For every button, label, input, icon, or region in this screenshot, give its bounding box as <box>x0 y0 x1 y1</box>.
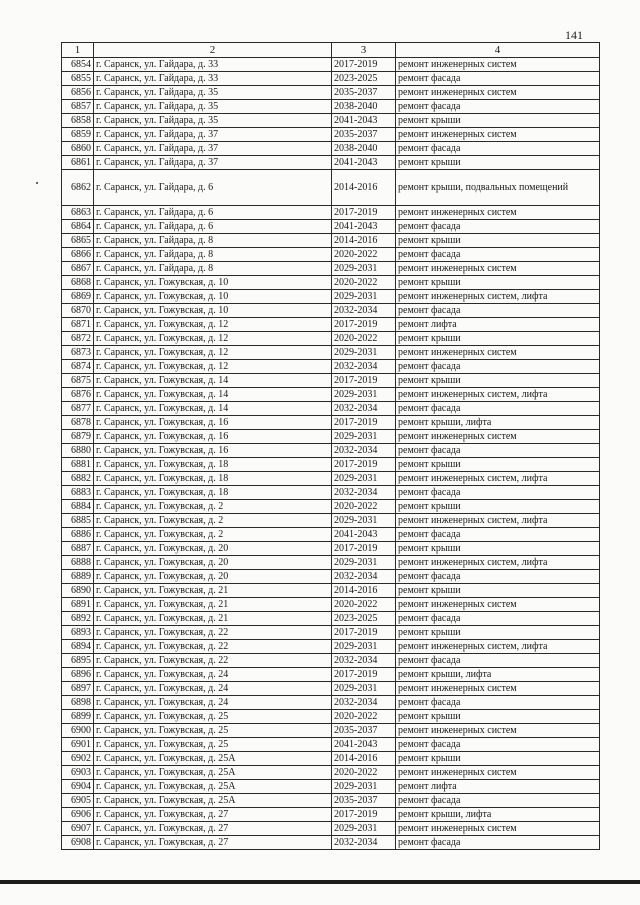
row-number: 6874 <box>62 360 94 374</box>
table-row <box>62 86 600 100</box>
table-row <box>62 346 600 360</box>
address: г. Саранск, ул. Гайдара, д. 8 <box>94 262 332 276</box>
table-row <box>62 640 600 654</box>
work-type: ремонт лифта <box>396 780 600 794</box>
address: г. Саранск, ул. Гожувская, д. 25А <box>94 780 332 794</box>
period: 2023-2025 <box>332 72 396 86</box>
table-row <box>62 430 600 444</box>
address: г. Саранск, ул. Гожувская, д. 24 <box>94 682 332 696</box>
period: 2029-2031 <box>332 430 396 444</box>
row-number: 6879 <box>62 430 94 444</box>
work-type: ремонт фасада <box>396 100 600 114</box>
work-type: ремонт крыши <box>396 234 600 248</box>
table-row <box>62 528 600 542</box>
period: 2020-2022 <box>332 500 396 514</box>
work-type: ремонт инженерных систем, лифта <box>396 514 600 528</box>
row-number: 6888 <box>62 556 94 570</box>
row-number: 6871 <box>62 318 94 332</box>
table-row <box>62 142 600 156</box>
work-type: ремонт инженерных систем <box>396 128 600 142</box>
table-row <box>62 766 600 780</box>
address: г. Саранск, ул. Гожувская, д. 21 <box>94 584 332 598</box>
period: 2017-2019 <box>332 542 396 556</box>
table-row <box>62 808 600 822</box>
work-type: ремонт лифта <box>396 318 600 332</box>
period: 2038-2040 <box>332 100 396 114</box>
period: 2017-2019 <box>332 458 396 472</box>
period: 2032-2034 <box>332 570 396 584</box>
work-type: ремонт фасада <box>396 794 600 808</box>
period: 2017-2019 <box>332 668 396 682</box>
address: г. Саранск, ул. Гайдара, д. 6 <box>94 220 332 234</box>
row-number: 6892 <box>62 612 94 626</box>
address: г. Саранск, ул. Гайдара, д. 37 <box>94 128 332 142</box>
work-type: ремонт инженерных систем <box>396 346 600 360</box>
table-row <box>62 206 600 220</box>
row-number: 6856 <box>62 86 94 100</box>
address: г. Саранск, ул. Гожувская, д. 16 <box>94 444 332 458</box>
address: г. Саранск, ул. Гожувская, д. 2 <box>94 528 332 542</box>
table-row <box>62 360 600 374</box>
period: 2032-2034 <box>332 836 396 850</box>
row-number: 6903 <box>62 766 94 780</box>
row-number: 6880 <box>62 444 94 458</box>
table-row <box>62 794 600 808</box>
work-type: ремонт инженерных систем <box>396 86 600 100</box>
row-number: 6854 <box>62 58 94 72</box>
address: г. Саранск, ул. Гожувская, д. 21 <box>94 612 332 626</box>
table-row <box>62 248 600 262</box>
work-type: ремонт инженерных систем <box>396 598 600 612</box>
address: г. Саранск, ул. Гожувская, д. 22 <box>94 640 332 654</box>
row-number: 6899 <box>62 710 94 724</box>
address: г. Саранск, ул. Гожувская, д. 14 <box>94 374 332 388</box>
address: г. Саранск, ул. Гожувская, д. 10 <box>94 290 332 304</box>
address: г. Саранск, ул. Гожувская, д. 25А <box>94 752 332 766</box>
work-type: ремонт фасада <box>396 654 600 668</box>
row-number: 6858 <box>62 114 94 128</box>
address: г. Саранск, ул. Гайдара, д. 37 <box>94 142 332 156</box>
address: г. Саранск, ул. Гожувская, д. 25А <box>94 766 332 780</box>
period: 2041-2043 <box>332 114 396 128</box>
row-number: 6865 <box>62 234 94 248</box>
period: 2038-2040 <box>332 142 396 156</box>
period: 2020-2022 <box>332 766 396 780</box>
row-number: 6863 <box>62 206 94 220</box>
address: г. Саранск, ул. Гожувская, д. 27 <box>94 808 332 822</box>
period: 2017-2019 <box>332 374 396 388</box>
row-number: 6855 <box>62 72 94 86</box>
address: г. Саранск, ул. Гожувская, д. 12 <box>94 332 332 346</box>
table-row <box>62 156 600 170</box>
row-number: 6875 <box>62 374 94 388</box>
column-number-4: 4 <box>396 43 600 58</box>
work-type: ремонт крыши, лифта <box>396 808 600 822</box>
period: 2032-2034 <box>332 444 396 458</box>
period: 2032-2034 <box>332 402 396 416</box>
work-type: ремонт крыши <box>396 276 600 290</box>
period: 2017-2019 <box>332 206 396 220</box>
address: г. Саранск, ул. Гожувская, д. 20 <box>94 570 332 584</box>
period: 2041-2043 <box>332 528 396 542</box>
table-row <box>62 836 600 850</box>
work-type: ремонт фасада <box>396 248 600 262</box>
address: г. Саранск, ул. Гожувская, д. 16 <box>94 430 332 444</box>
address: г. Саранск, ул. Гожувская, д. 16 <box>94 416 332 430</box>
table-row <box>62 822 600 836</box>
period: 2035-2037 <box>332 794 396 808</box>
work-type: ремонт инженерных систем <box>396 206 600 220</box>
table-row <box>62 542 600 556</box>
period: 2017-2019 <box>332 416 396 430</box>
row-number: 6885 <box>62 514 94 528</box>
work-type: ремонт фасада <box>396 696 600 710</box>
period: 2017-2019 <box>332 626 396 640</box>
row-number: 6900 <box>62 724 94 738</box>
address: г. Саранск, ул. Гожувская, д. 2 <box>94 500 332 514</box>
row-number: 6867 <box>62 262 94 276</box>
period: 2017-2019 <box>332 318 396 332</box>
work-type: ремонт фасада <box>396 360 600 374</box>
address: г. Саранск, ул. Гайдара, д. 33 <box>94 58 332 72</box>
address: г. Саранск, ул. Гожувская, д. 24 <box>94 696 332 710</box>
row-number: 6907 <box>62 822 94 836</box>
work-type: ремонт крыши <box>396 710 600 724</box>
address: г. Саранск, ул. Гожувская, д. 20 <box>94 542 332 556</box>
work-type: ремонт крыши, подвальных помещений <box>396 170 600 206</box>
address: г. Саранск, ул. Гожувская, д. 27 <box>94 836 332 850</box>
period: 2017-2019 <box>332 808 396 822</box>
table-row <box>62 570 600 584</box>
row-number: 6890 <box>62 584 94 598</box>
address: г. Саранск, ул. Гожувская, д. 27 <box>94 822 332 836</box>
row-number: 6861 <box>62 156 94 170</box>
table-row <box>62 374 600 388</box>
row-number: 6872 <box>62 332 94 346</box>
row-number: 6864 <box>62 220 94 234</box>
work-type: ремонт фасада <box>396 570 600 584</box>
period: 2041-2043 <box>332 220 396 234</box>
table-row <box>62 752 600 766</box>
row-number: 6857 <box>62 100 94 114</box>
row-number: 6869 <box>62 290 94 304</box>
table-row <box>62 276 600 290</box>
address: г. Саранск, ул. Гайдара, д. 6 <box>94 206 332 220</box>
address: г. Саранск, ул. Гожувская, д. 22 <box>94 654 332 668</box>
table-row <box>62 500 600 514</box>
row-number: 6904 <box>62 780 94 794</box>
table-row <box>62 332 600 346</box>
row-number: 6876 <box>62 388 94 402</box>
address: г. Саранск, ул. Гожувская, д. 12 <box>94 318 332 332</box>
table-row <box>62 584 600 598</box>
period: 2029-2031 <box>332 290 396 304</box>
period: 2029-2031 <box>332 822 396 836</box>
work-type: ремонт инженерных систем <box>396 724 600 738</box>
work-type: ремонт фасада <box>396 402 600 416</box>
period: 2029-2031 <box>332 640 396 654</box>
work-type: ремонт крыши <box>396 156 600 170</box>
work-type: ремонт фасада <box>396 528 600 542</box>
work-type: ремонт фасада <box>396 612 600 626</box>
work-type: ремонт крыши <box>396 626 600 640</box>
table-row <box>62 654 600 668</box>
work-type: ремонт инженерных систем <box>396 766 600 780</box>
table-row <box>62 514 600 528</box>
table-row <box>62 58 600 72</box>
period: 2029-2031 <box>332 556 396 570</box>
address: г. Саранск, ул. Гожувская, д. 18 <box>94 486 332 500</box>
row-number: 6860 <box>62 142 94 156</box>
table-row <box>62 128 600 142</box>
column-number-1: 1 <box>62 43 94 58</box>
table-row <box>62 262 600 276</box>
row-number: 6862 <box>62 170 94 206</box>
row-number: 6884 <box>62 500 94 514</box>
table-row <box>62 402 600 416</box>
period: 2029-2031 <box>332 514 396 528</box>
period: 2020-2022 <box>332 248 396 262</box>
period: 2020-2022 <box>332 332 396 346</box>
row-number: 6866 <box>62 248 94 262</box>
table-row <box>62 444 600 458</box>
address: г. Саранск, ул. Гайдара, д. 35 <box>94 100 332 114</box>
period: 2020-2022 <box>332 276 396 290</box>
address: г. Саранск, ул. Гожувская, д. 24 <box>94 668 332 682</box>
table-row <box>62 668 600 682</box>
row-number: 6894 <box>62 640 94 654</box>
address: г. Саранск, ул. Гожувская, д. 12 <box>94 360 332 374</box>
row-number: 6886 <box>62 528 94 542</box>
address: г. Саранск, ул. Гожувская, д. 22 <box>94 626 332 640</box>
table-row <box>62 100 600 114</box>
column-number-2: 2 <box>94 43 332 58</box>
period: 2032-2034 <box>332 360 396 374</box>
table-row <box>62 318 600 332</box>
scan-speck <box>36 182 38 184</box>
work-type: ремонт фасада <box>396 444 600 458</box>
row-number: 6889 <box>62 570 94 584</box>
table-row <box>62 710 600 724</box>
table-row <box>62 416 600 430</box>
table-row <box>62 556 600 570</box>
address: г. Саранск, ул. Гайдара, д. 35 <box>94 114 332 128</box>
work-type: ремонт крыши, лифта <box>396 668 600 682</box>
period: 2032-2034 <box>332 486 396 500</box>
table-row <box>62 780 600 794</box>
period: 2032-2034 <box>332 654 396 668</box>
period: 2014-2016 <box>332 584 396 598</box>
table-row <box>62 304 600 318</box>
work-type: ремонт инженерных систем, лифта <box>396 290 600 304</box>
period: 2041-2043 <box>332 738 396 752</box>
period: 2017-2019 <box>332 58 396 72</box>
period: 2029-2031 <box>332 346 396 360</box>
work-type: ремонт инженерных систем, лифта <box>396 556 600 570</box>
row-number: 6881 <box>62 458 94 472</box>
row-number: 6898 <box>62 696 94 710</box>
table-row <box>62 290 600 304</box>
work-type: ремонт инженерных систем <box>396 682 600 696</box>
column-number-3: 3 <box>332 43 396 58</box>
period: 2032-2034 <box>332 696 396 710</box>
work-type: ремонт инженерных систем <box>396 58 600 72</box>
row-number: 6902 <box>62 752 94 766</box>
address: г. Саранск, ул. Гожувская, д. 10 <box>94 276 332 290</box>
table-row <box>62 724 600 738</box>
table-row <box>62 170 600 206</box>
address: г. Саранск, ул. Гайдара, д. 8 <box>94 234 332 248</box>
table-row <box>62 234 600 248</box>
table-row <box>62 598 600 612</box>
row-number: 6901 <box>62 738 94 752</box>
table-row <box>62 388 600 402</box>
row-number: 6870 <box>62 304 94 318</box>
address: г. Саранск, ул. Гайдара, д. 33 <box>94 72 332 86</box>
page-number: 141 <box>565 28 583 42</box>
period: 2020-2022 <box>332 710 396 724</box>
work-type: ремонт фасада <box>396 142 600 156</box>
table-row <box>62 458 600 472</box>
work-type: ремонт инженерных систем <box>396 822 600 836</box>
address: г. Саранск, ул. Гожувская, д. 25 <box>94 724 332 738</box>
table-row <box>62 696 600 710</box>
period: 2035-2037 <box>332 128 396 142</box>
row-number: 6893 <box>62 626 94 640</box>
period: 2032-2034 <box>332 304 396 318</box>
address: г. Саранск, ул. Гожувская, д. 25А <box>94 794 332 808</box>
address: г. Саранск, ул. Гожувская, д. 21 <box>94 598 332 612</box>
row-number: 6905 <box>62 794 94 808</box>
row-number: 6891 <box>62 598 94 612</box>
address: г. Саранск, ул. Гожувская, д. 25 <box>94 710 332 724</box>
table-row <box>62 220 600 234</box>
work-type: ремонт крыши <box>396 584 600 598</box>
address: г. Саранск, ул. Гожувская, д. 18 <box>94 472 332 486</box>
scan-edge-line <box>0 880 640 884</box>
address: г. Саранск, ул. Гожувская, д. 18 <box>94 458 332 472</box>
period: 2029-2031 <box>332 780 396 794</box>
table-row <box>62 72 600 86</box>
address: г. Саранск, ул. Гожувская, д. 10 <box>94 304 332 318</box>
work-type: ремонт крыши <box>396 114 600 128</box>
work-type: ремонт инженерных систем, лифта <box>396 640 600 654</box>
period: 2029-2031 <box>332 262 396 276</box>
address: г. Саранск, ул. Гайдара, д. 37 <box>94 156 332 170</box>
table-row <box>62 114 600 128</box>
address: г. Саранск, ул. Гожувская, д. 25 <box>94 738 332 752</box>
address: г. Саранск, ул. Гайдара, д. 35 <box>94 86 332 100</box>
address: г. Саранск, ул. Гожувская, д. 14 <box>94 388 332 402</box>
period: 2014-2016 <box>332 170 396 206</box>
work-type: ремонт фасада <box>396 72 600 86</box>
work-type: ремонт крыши <box>396 332 600 346</box>
row-number: 6877 <box>62 402 94 416</box>
work-type: ремонт крыши <box>396 542 600 556</box>
work-type: ремонт фасада <box>396 304 600 318</box>
work-type: ремонт крыши, лифта <box>396 416 600 430</box>
period: 2020-2022 <box>332 598 396 612</box>
table-body <box>62 58 600 850</box>
row-number: 6873 <box>62 346 94 360</box>
row-number: 6887 <box>62 542 94 556</box>
row-number: 6882 <box>62 472 94 486</box>
period: 2041-2043 <box>332 156 396 170</box>
table-row <box>62 626 600 640</box>
repair-schedule-table <box>61 42 600 850</box>
table-row <box>62 472 600 486</box>
row-number: 6908 <box>62 836 94 850</box>
work-type: ремонт крыши <box>396 752 600 766</box>
row-number: 6859 <box>62 128 94 142</box>
period: 2029-2031 <box>332 472 396 486</box>
period: 2023-2025 <box>332 612 396 626</box>
row-number: 6868 <box>62 276 94 290</box>
row-number: 6906 <box>62 808 94 822</box>
work-type: ремонт крыши <box>396 458 600 472</box>
work-type: ремонт инженерных систем, лифта <box>396 388 600 402</box>
row-number: 6895 <box>62 654 94 668</box>
period: 2035-2037 <box>332 724 396 738</box>
address: г. Саранск, ул. Гожувская, д. 2 <box>94 514 332 528</box>
address: г. Саранск, ул. Гожувская, д. 12 <box>94 346 332 360</box>
column-number-row <box>62 43 600 58</box>
address: г. Саранск, ул. Гожувская, д. 14 <box>94 402 332 416</box>
work-type: ремонт крыши <box>396 374 600 388</box>
period: 2035-2037 <box>332 86 396 100</box>
work-type: ремонт инженерных систем, лифта <box>396 472 600 486</box>
address: г. Саранск, ул. Гайдара, д. 6 <box>94 170 332 206</box>
period: 2029-2031 <box>332 682 396 696</box>
period: 2014-2016 <box>332 752 396 766</box>
period: 2029-2031 <box>332 388 396 402</box>
table-row <box>62 486 600 500</box>
work-type: ремонт фасада <box>396 738 600 752</box>
row-number: 6896 <box>62 668 94 682</box>
work-type: ремонт инженерных систем <box>396 430 600 444</box>
table-row <box>62 682 600 696</box>
work-type: ремонт инженерных систем <box>396 262 600 276</box>
period: 2014-2016 <box>332 234 396 248</box>
work-type: ремонт фасада <box>396 486 600 500</box>
work-type: ремонт крыши <box>396 500 600 514</box>
work-type: ремонт фасада <box>396 836 600 850</box>
row-number: 6883 <box>62 486 94 500</box>
row-number: 6878 <box>62 416 94 430</box>
address: г. Саранск, ул. Гожувская, д. 20 <box>94 556 332 570</box>
table-row <box>62 738 600 752</box>
row-number: 6897 <box>62 682 94 696</box>
work-type: ремонт фасада <box>396 220 600 234</box>
table-row <box>62 612 600 626</box>
address: г. Саранск, ул. Гайдара, д. 8 <box>94 248 332 262</box>
